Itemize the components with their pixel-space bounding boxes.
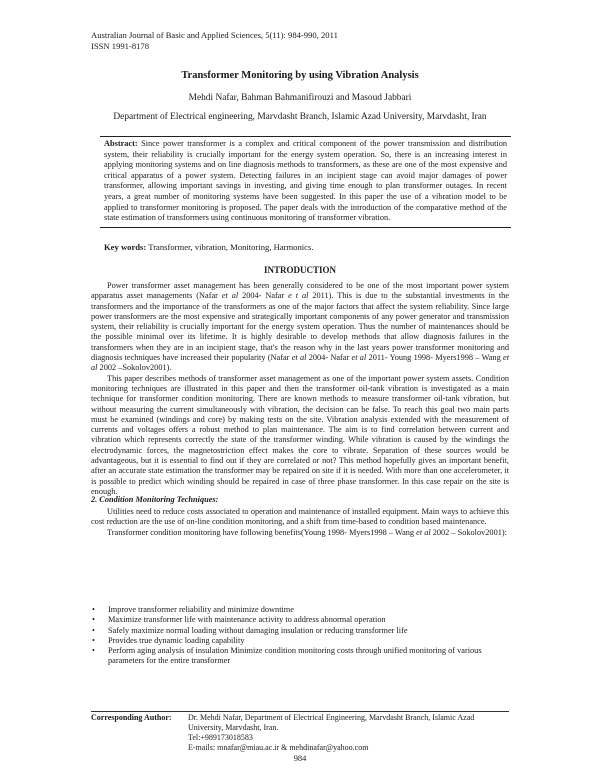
abstract — [100, 136, 511, 228]
list-item: • Maximize transformer life with maintenance activity to address abnormal operation — [91, 615, 509, 625]
journal-header — [91, 30, 338, 52]
section-2-paragraph-1: Utilities need to reduce costs associated to operation and maintenance of installed equipment. Main ways to achieve this cost reduction are the use of on-line condition monitoring, and a shift from time-based to condition based maintenance. — [91, 507, 509, 527]
keywords — [104, 242, 313, 252]
affiliation: Department of Electrical engineering, Marvdasht Branch, Islamic Azad University, Marvdasht, Iran — [113, 112, 487, 122]
abstract-label: Abstract: — [104, 139, 138, 148]
section-2-body — [91, 507, 509, 538]
paper-title: Transformer Monitoring by using Vibration Analysis — [181, 70, 419, 81]
list-item: • Safely maximize normal loading without damaging insulation or reducing transformer life — [91, 626, 509, 636]
section-2-heading: 2. Condition Monitoring Techniques: — [91, 495, 219, 504]
benefits-list — [91, 605, 509, 667]
keywords-text: Transformer, vibration, Monitoring, Harmonics. — [148, 242, 314, 252]
introduction-body — [91, 281, 509, 497]
footnote-divider — [91, 711, 509, 712]
corresponding-label: Corresponding Author: — [91, 713, 172, 722]
intro-paragraph-2: This paper describes methods of transformer asset management as one of the important power system assets. Condition monitoring techniques are illustrated in this paper and then the transformer oil-tank vibration is investigated as a main technique for transformer condition monitoring. There are known methods to measure transformer oil-tank vibration, but without measuring the current simultaneously with vibration, the decision can be false. To reach this goal two main parts must be examined (windings and core) by making tests on the site. Vibration analysis extended with the measurement of currents and voltages offers a robust method to plan maintenance. The aim is to find correlation between current and vibration which represents correctly the state of the transformer winding. While vibration is caused by the windings the electrodynamic forces, the magnetostriction effect makes the core to vibrate. Separation of these sources would be advantageous, but it is essential to find out if they are correlated or not? This method hopefully gives an important benefit, after an accurate state estimation the transformer may be repaired on site if it is needed. With more than one accelerometer, it is possible to predict which winding should be repaired in case of three phase transformer. In this case repair on the site is enough. — [91, 373, 509, 496]
authors: Mehdi Nafar, Bahman Bahmanifirouzi and Masoud Jabbari — [188, 93, 412, 103]
abstract-text: Since power transformer is a complex and critical component of the power transmission and distribution system, their reliability is crucially important for the energy system operation. So, there is an increasing interest in applying monitoring systems and on line diagnosis methods to transformers, as these are one of the most expensive and critical apparatus of a power system. Detecting failures in an incipient stage can avoid major damages of power transformer, allowing important savings in investing, and giving time enough to plan transformer outages. In recent years, a great number of monitoring systems have been suggested. In this paper the use of a vibration model to be applied to transformer monitoring is proposed. The paper deals with the introduction of the comparative method of the state estimation of transformers using continuous monitoring of transformer vibration. — [104, 139, 507, 223]
introduction-heading: INTRODUCTION — [263, 265, 336, 275]
journal-citation: Australian Journal of Basic and Applied Sciences, 5(11): 984-990, 2011 — [91, 30, 338, 40]
intro-paragraph-1: Power transformer asset management has been generally considered to be one of the most important power system apparatus asset managements (Nafar et al 2004- Nafar e t al 2011). This is due to the substantial investments in the transformers and the importance of the transformers as one of the major factors that affect the system reliability. Since large power transformers are the most expensive and strategically important components of any power generator and transmission system, their reliability is crucially important for the energy system operation. Thus the number of maintenances should be the possible minimal over its lifetime. It is highly desirable to develop methods that allow diagnosis failures in the transformers when they are in an incipient stage, that's the reason why in the last years power transformer monitoring and diagnosis techniques have increased their popularity (Nafar et al 2004- Nafar et al 2011- Young 1998- Myers1998 – Wang et al 2002 –Sokolov2001). — [91, 281, 510, 373]
corresponding-address: Dr. Mehdi Nafar, Department of Electrical Engineering, Marvdasht Branch, Islamic Azad University, Marvdasht, Iran. — [188, 713, 475, 732]
corresponding-author — [91, 713, 511, 752]
list-item: • Provides true dynamic loading capability — [91, 636, 509, 646]
corresponding-emails: E-mails: mnafar@miau.ac.ir & mehdinafar@yahoo.com — [188, 743, 369, 752]
list-item: • Perform aging analysis of insulation Minimize condition monitoring costs through unified monitoring of various parameters for the entire transformer — [91, 646, 509, 667]
corresponding-details — [188, 713, 511, 753]
issn: ISSN 1991-8178 — [91, 41, 150, 51]
page-number: 984 — [293, 754, 307, 763]
keywords-label: Key words: — [104, 242, 147, 252]
section-2-paragraph-2: Transformer condition monitoring have following benefits(Young 1998- Myers1998 – Wang et al 2002 – Sokolov2001): — [107, 527, 507, 537]
list-item: • Improve transformer reliability and minimize downtime — [91, 605, 509, 615]
corresponding-tel: Tel:+989173018583 — [188, 733, 253, 742]
